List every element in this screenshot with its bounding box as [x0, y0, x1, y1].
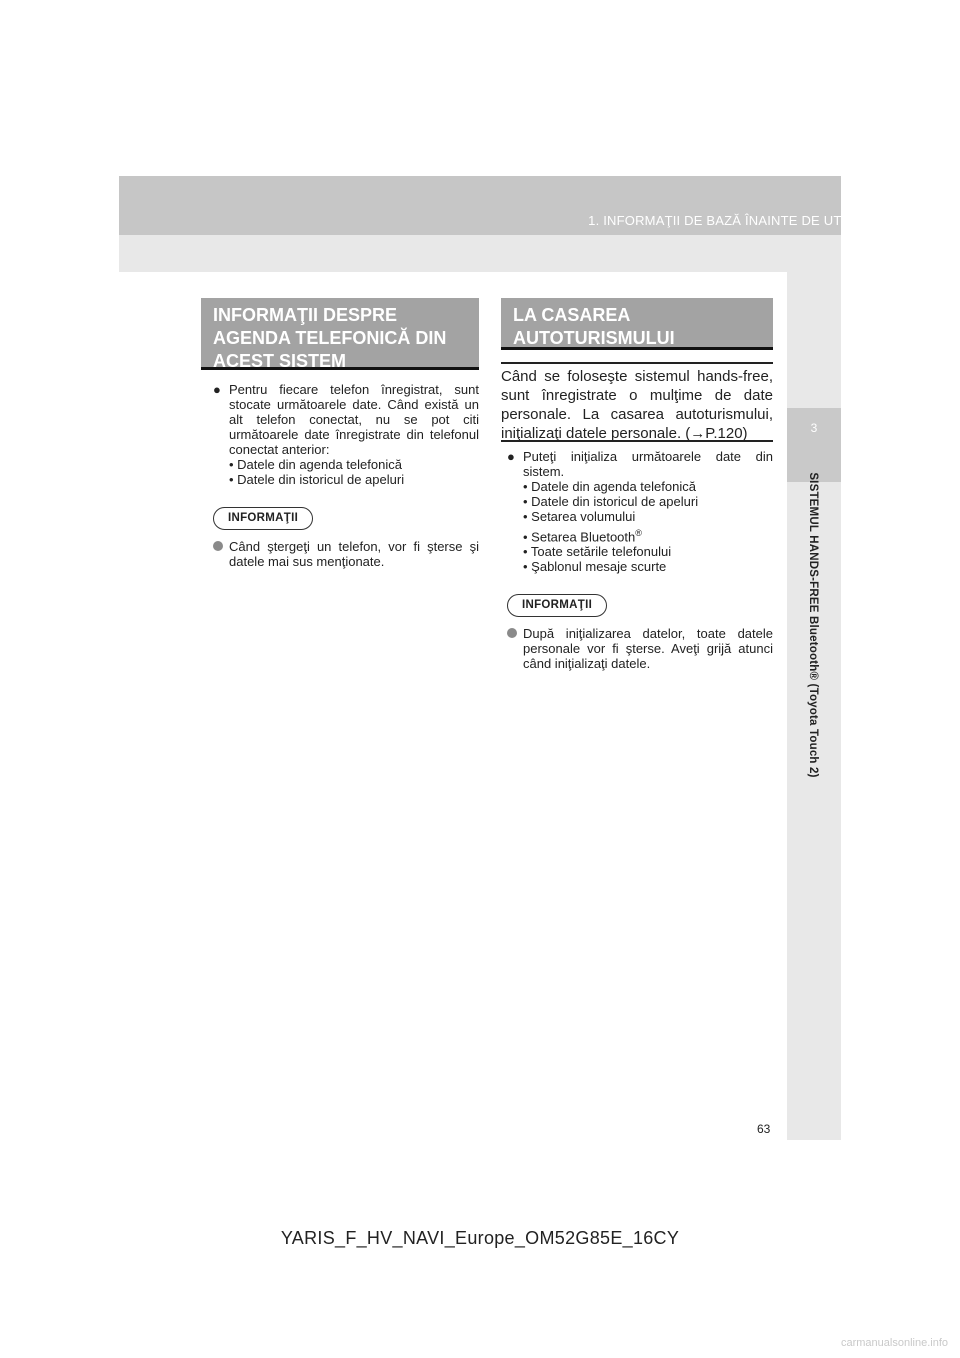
circle-bullet-icon [213, 541, 223, 551]
info-block [507, 594, 773, 617]
list-item: • Setarea volumului [523, 509, 636, 524]
chapter-tab [787, 408, 841, 482]
list-item: • Setarea Bluetooth® [523, 528, 642, 545]
chapter-title-vertical: SISTEMUL HANDS-FREE Bluetooth® (Toyota Touch 2) [807, 472, 819, 778]
right-column [507, 449, 773, 671]
list-item: • Şablonul mesaje scurte [523, 559, 667, 575]
info-paragraph: După iniţializarea datelor, toate datele personale vor fi şterse. Aveţi grijă atunci când iniţializaţi datele. [507, 626, 773, 671]
info-badge: INFORMAŢII [213, 507, 313, 530]
left-column [213, 382, 479, 569]
running-header-title: 1. INFORMAŢII DE BAZĂ ÎNAINTE DE UTILIZARE [588, 213, 892, 228]
document-code-footer: YARIS_F_HV_NAVI_Europe_OM52G85E_16CY [280, 1228, 680, 1248]
bullet-paragraph: ● Pentru fiecare telefon înregistrat, sunt stocate următoarele date. Când există un alt telefon conectat, nu se pot citi următoarele date înregistrate din telefonul conectat anterior: [213, 382, 479, 457]
chapter-number: 3 [810, 421, 818, 435]
section-heading-phonebook: INFORMAŢII DESPRE AGENDA TELEFONICĂ DIN ACEST SISTEM [201, 298, 479, 370]
list-item: • Datele din istoricul de apeluri [523, 494, 699, 509]
page-number: 63 [757, 1122, 771, 1136]
important-note-box: Când se foloseşte sistemul hands-free, sunt înregistrate o mulţime de date personale. La casarea autoturismului, iniţializaţi datele personale. (→P.120) [501, 362, 773, 442]
bullet-icon: ● [507, 449, 515, 464]
list-item: • Datele din agenda telefonică [229, 457, 402, 472]
list-item: • Datele din agenda telefonică [523, 479, 696, 494]
sub-list [507, 479, 773, 574]
list-item: • Datele din istoricul de apeluri [229, 472, 405, 487]
section-heading-disposal: LA CASAREA AUTOTURISMULUI [501, 298, 773, 350]
list-item: • Toate setările telefonului [523, 544, 672, 560]
sub-list [213, 457, 479, 487]
bullet-icon: ● [213, 382, 221, 397]
circle-bullet-icon [507, 628, 517, 638]
watermark: carmanualsonline.info [840, 1337, 948, 1349]
info-badge: INFORMAŢII [507, 594, 607, 617]
info-block [213, 507, 479, 530]
info-paragraph: Când ştergeţi un telefon, vor fi şterse şi datele mai sus menţionate. [213, 539, 479, 569]
bullet-paragraph: ● Puteţi iniţializa următoarele date din sistem. [507, 449, 773, 479]
arrow-icon: → [690, 425, 706, 442]
page-reference: P.120) [705, 425, 748, 442]
